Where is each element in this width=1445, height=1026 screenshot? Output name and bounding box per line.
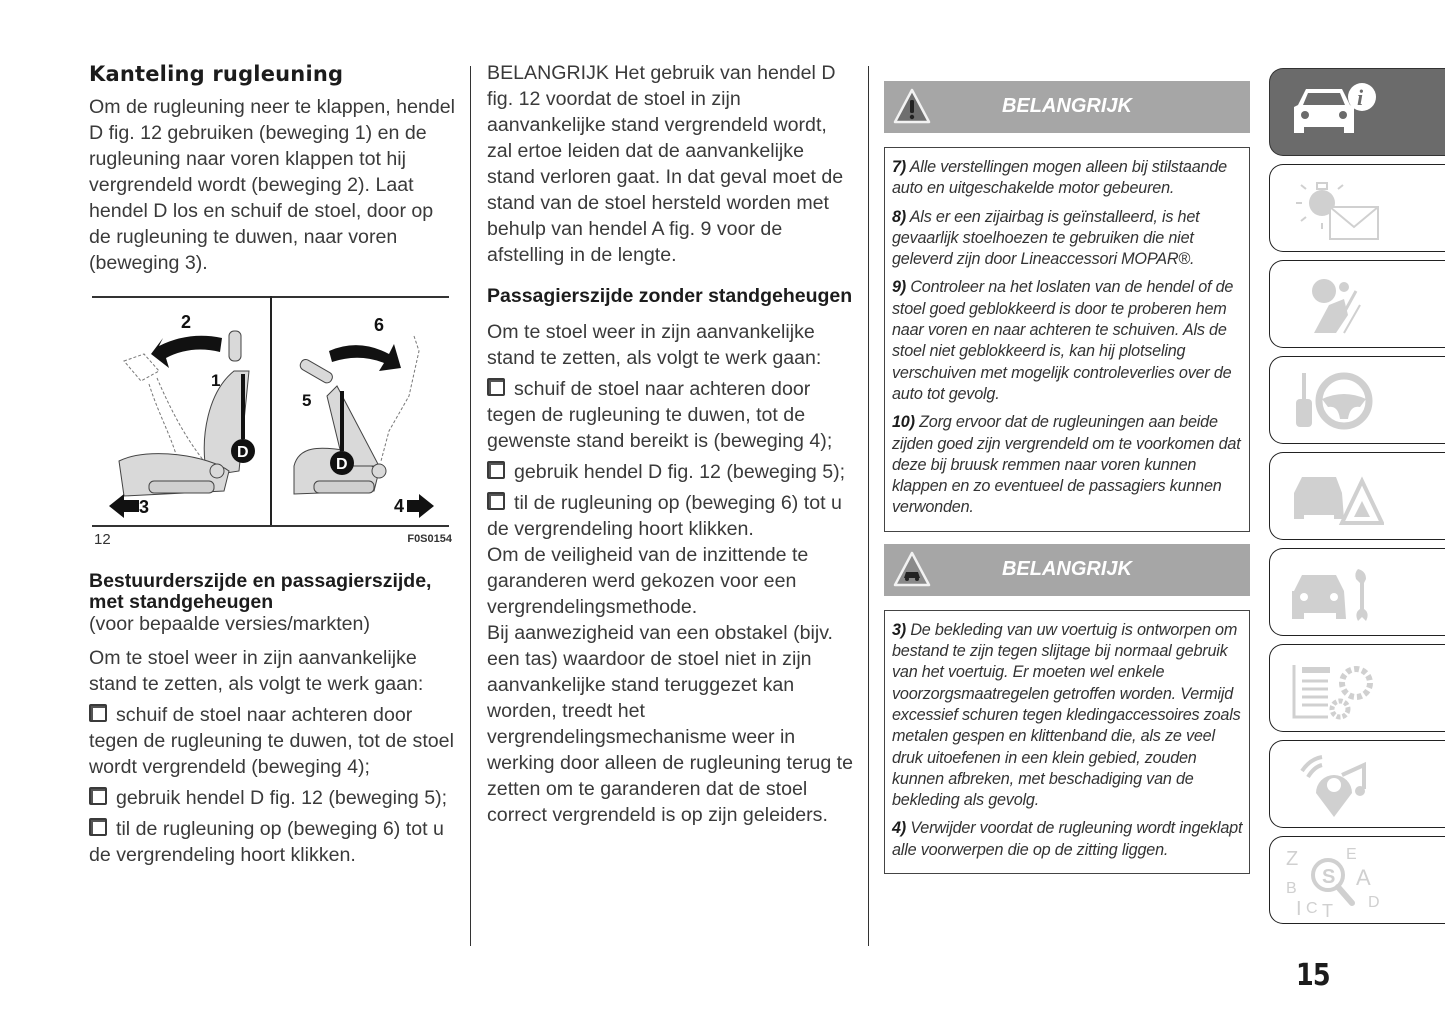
warning-item: 7) Alle verstellingen mogen alleen bij stilstaande auto en uitgeschakelde motor gebeuren. (892, 158, 1227, 198)
backrest-tilt-paragraph: Om de rugleuning neer te klappen, hendel D fig. 12 gebruiken (beweging 1) en de rugleuning naar voren klappen tot hij vergrendeld wordt (beweging 2). Laat hendel D los en schuif de stoel, door op de rugleuning te duwen, naar voren (beweging 3). (89, 96, 456, 274)
list-item: schuif de stoel naar achteren door tegen de rugleuning te duwen, tot de stoel wordt vergrendeld (beweging 4); (89, 704, 454, 778)
warning-title: BELANGRIJK (1001, 557, 1132, 580)
warning-item: 4) Verwijder voordat de rugleuning wordt ingeklapt alle voorwerpen die op de zitting liggen. (892, 819, 1243, 859)
warning-item: 8) Als er een zijairbag is geïnstalleerd, is het gevaarlijk stoelhoezen te gebruiken die niet geleverd zijn door Lineaccessori MOPAR®. (892, 207, 1200, 269)
section-subheading-versions: (voor bepaalde versies/markten) (89, 613, 370, 635)
svg-text:B: B (1286, 880, 1297, 897)
figure-number: 12 (94, 531, 111, 548)
tab-vehicle-info[interactable] (1269, 68, 1445, 156)
lights-message-icon (1284, 173, 1384, 245)
warning-box (884, 147, 1250, 532)
svg-text:D: D (1368, 894, 1380, 911)
warning-item: 9) Controleer na het loslaten van de hendel of de stoel goed geblokkeerd is door te proberen hem naar voren en naar achteren te schuiven. Als de stoel niet geblokkeerd is, kan hij plotseling verschuiven met mogelijk controleverlies over de auto tot gevolg. (892, 278, 1234, 403)
checkbox-bullet-icon (89, 787, 107, 805)
key-steering-wheel-icon (1284, 365, 1384, 437)
section-heading-passenger-no-memory: Passagierszijde zonder standgeheugen (487, 285, 853, 307)
svg-text:i: i (1357, 85, 1364, 110)
svg-text:T: T (1322, 901, 1333, 917)
section-heading-driver-passenger-memory: Bestuurderszijde en passagierszijde, met standgeheugen (89, 570, 432, 613)
car-info-icon (1284, 77, 1384, 149)
svg-text:I: I (1296, 898, 1302, 917)
list-item: til de rugleuning op (beweging 6) tot u de vergrendeling hoort klikken. (89, 818, 444, 866)
list-item: gebruik hendel D fig. 12 (beweging 5); (487, 459, 857, 485)
checkbox-bullet-icon (89, 818, 107, 836)
list-item: schuif de stoel naar achteren door tegen de rugleuning te duwen, tot de gewenste stand bereikt is (beweging 4); (487, 378, 833, 452)
checkbox-bullet-icon (89, 704, 107, 722)
svg-text:A: A (1356, 865, 1371, 890)
svg-text:E: E (1346, 846, 1357, 863)
figure-code: F0S0154 (407, 533, 452, 545)
list-item: til de rugleuning op (beweging 6) tot u de vergrendeling hoort klikken. (487, 492, 842, 540)
seat-figure-12 (89, 296, 449, 526)
svg-text:1: 1 (211, 371, 221, 390)
svg-text:4: 4 (394, 496, 405, 516)
svg-text:Z: Z (1286, 848, 1299, 870)
tab-safety[interactable] (1269, 260, 1445, 348)
important-note-paragraph: BELANGRIJK Het gebruik van hendel D fig. 12 voordat de stoel in zijn aanvankelijke stand vergrendeld wordt, zal ertoe leiden dat de aanvankelijke stand verloren gaat. In dat geval moet de stand van de stoel hersteld worden met behulp van hendel A fig. 9 voor de afstelling in de lengte. (487, 62, 844, 266)
tab-starting-driving[interactable] (1269, 356, 1445, 444)
svg-text:3: 3 (139, 497, 150, 517)
emergency-car-icon (1284, 461, 1384, 533)
column-right (884, 60, 1250, 874)
chapter-tabs (1269, 68, 1445, 932)
section-intro: Om te stoel weer in zijn aanvankelijke stand te zetten, als volgt te werk gaan: (487, 321, 822, 369)
safety-paragraph: Om de veiligheid van de inzittende te garanderen werd gekozen voor een vergrendelingsmethode. (487, 544, 809, 618)
svg-text:D: D (336, 456, 348, 473)
column-divider (868, 66, 869, 946)
obstacle-paragraph: Bij aanwezigheid van een obstakel (bijv. een tas) waardoor de stoel niet in zijn aanvankelijke stand teruggezet kan worden, treedt het vergrendelingsmechanisme weer in werking door alleen de rugleuning terug te zetten om te garanderen dat de stoel correct vergrendeld is op zijn geleiders. (487, 622, 853, 826)
warning-header (884, 544, 1250, 596)
checkbox-bullet-icon (487, 461, 505, 479)
warning-item: 10) Zorg ervoor dat de rugleuningen aan beide zijden goed zijn vergrendeld om te voorkomen dat deze bij bruusk remmen naar voren kunnen klappen en zo eventueel de passagiers kunnen verwonden. (892, 413, 1241, 517)
tab-technical-data[interactable] (1269, 644, 1445, 732)
checkbox-bullet-icon (487, 378, 505, 396)
section-intro: Om te stoel weer in zijn aanvankelijke stand te zetten, als volgt te werk gaan: (89, 647, 424, 695)
tab-emergency[interactable] (1269, 452, 1445, 540)
column-middle (487, 60, 857, 828)
tab-multimedia[interactable] (1269, 740, 1445, 828)
multimedia-icon (1284, 749, 1384, 821)
warning-header (884, 81, 1250, 133)
svg-text:6: 6 (374, 315, 385, 335)
svg-text:S: S (1322, 866, 1336, 888)
airbag-seatbelt-icon (1284, 269, 1384, 341)
column-left (89, 60, 457, 868)
figure-caption (89, 531, 457, 553)
list-item: gebruik hendel D fig. 12 (beweging 5); (89, 785, 457, 811)
tab-index[interactable] (1269, 836, 1445, 924)
checkbox-bullet-icon (487, 492, 505, 510)
svg-text:C: C (1306, 900, 1318, 917)
page-number: 15 (1296, 958, 1330, 993)
seat-adjust-illustration (89, 296, 449, 526)
svg-text:2: 2 (181, 312, 192, 332)
section-title-backrest-tilt: Kanteling rugleuning (89, 62, 344, 86)
svg-text:D: D (237, 444, 249, 461)
technical-data-icon (1284, 653, 1384, 725)
warning-box (884, 610, 1250, 874)
column-divider (470, 66, 471, 946)
warning-title: BELANGRIJK (1001, 95, 1132, 117)
tab-dashboard-lights[interactable] (1269, 164, 1445, 252)
tab-maintenance[interactable] (1269, 548, 1445, 636)
index-search-icon (1284, 845, 1384, 917)
car-maintenance-icon (1284, 557, 1384, 629)
svg-text:5: 5 (302, 391, 312, 410)
warning-item: 3) De bekleding van uw voertuig is ontworpen om bestand te zijn tegen slijtage bij normaal gebruik van het voertuig. Er moeten wel enkele voorzorgsmaatregelen getroffen worden. Vermijd excessief schuren tegen kledingaccessoires zoals metalen gespen en klittenband die, als ze veel druk uitoefenen in een klein gebied, zouden kunnen afbreken, met beschadiging van de bekleding als gevolg. (892, 620, 1241, 810)
